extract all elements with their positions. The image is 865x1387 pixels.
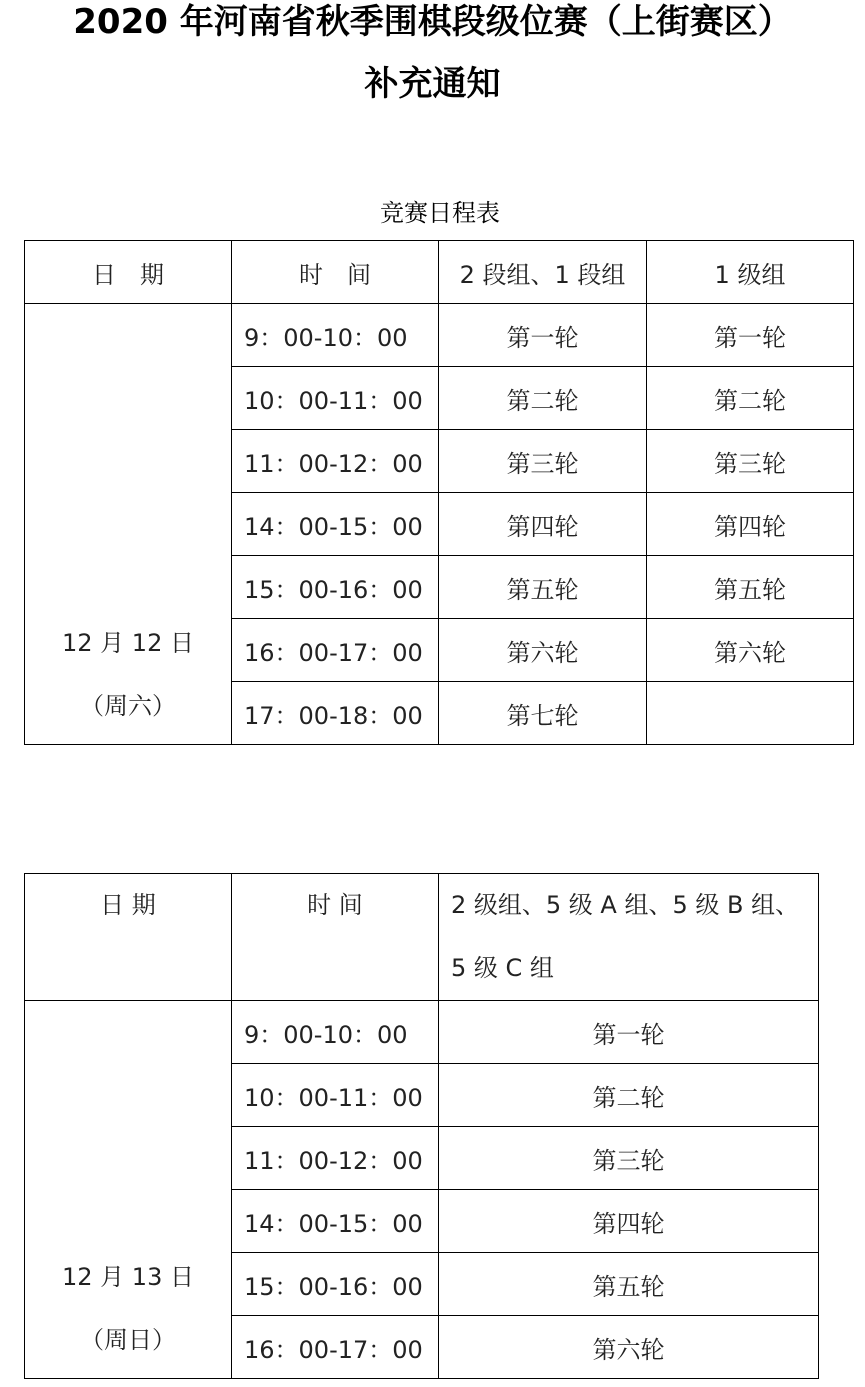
time-cell: 9：00-10：00: [232, 304, 439, 367]
table-row: [25, 304, 854, 367]
time-cell: 17：00-18：00: [232, 682, 439, 745]
time-cell: 11：00-12：00: [232, 430, 439, 493]
round-cell: 第一轮: [439, 1001, 819, 1064]
time-cell: 10：00-11：00: [232, 1064, 439, 1127]
weekday: （周六）: [80, 692, 176, 720]
round-cell: 第一轮: [439, 304, 647, 367]
time-cell: 9：00-10：00: [232, 1001, 439, 1064]
time-cell: 16：00-17：00: [232, 619, 439, 682]
weekday: （周日）: [80, 1326, 176, 1354]
round-cell: 第二轮: [439, 367, 647, 430]
round-cell: 第七轮: [439, 682, 647, 745]
round-cell: 第三轮: [439, 430, 647, 493]
round-cell: 第四轮: [439, 1190, 819, 1253]
round-cell: 第五轮: [647, 556, 854, 619]
header-date: 日 期: [25, 241, 232, 304]
header-date: 日 期: [25, 874, 232, 1001]
round-cell: 第四轮: [647, 493, 854, 556]
time-cell: 11：00-12：00: [232, 1127, 439, 1190]
schedule-table-day2: [24, 873, 819, 1379]
round-cell: 第四轮: [439, 493, 647, 556]
date-cell: [25, 1001, 232, 1379]
table-row: [25, 1001, 819, 1064]
round-cell: [647, 682, 854, 745]
header-groups: [439, 874, 819, 1001]
round-cell: 第二轮: [439, 1064, 819, 1127]
date: 12 月 13 日: [62, 1263, 194, 1291]
document-title: 2020 年河南省秋季围棋段级位赛（上街赛区）: [73, 2, 792, 42]
time-cell: 14：00-15：00: [232, 1190, 439, 1253]
header-group-b: 1 级组: [647, 241, 854, 304]
table-header-row: [25, 241, 854, 304]
round-cell: 第一轮: [647, 304, 854, 367]
round-cell: 第六轮: [647, 619, 854, 682]
round-cell: 第五轮: [439, 1253, 819, 1316]
round-cell: 第三轮: [439, 1127, 819, 1190]
round-cell: 第六轮: [439, 619, 647, 682]
document-subtitle: 补充通知: [364, 64, 501, 104]
round-cell: 第二轮: [647, 367, 854, 430]
table-header-row: [25, 874, 819, 1001]
round-cell: 第五轮: [439, 556, 647, 619]
time-cell: 10：00-11：00: [232, 367, 439, 430]
time-cell: 15：00-16：00: [232, 1253, 439, 1316]
header-time: 时 间: [232, 874, 439, 1001]
schedule-caption: 竞赛日程表: [380, 199, 500, 227]
time-cell: 15：00-16：00: [232, 556, 439, 619]
schedule-table-day1: [24, 240, 854, 745]
header-groups-line1: 2 级组、5 级 A 组、5 级 B 组、: [451, 891, 800, 919]
date-cell: [25, 304, 232, 745]
header-groups-line2: 5 级 C 组: [451, 954, 554, 982]
time-cell: 14：00-15：00: [232, 493, 439, 556]
round-cell: 第六轮: [439, 1316, 819, 1379]
round-cell: 第三轮: [647, 430, 854, 493]
date: 12 月 12 日: [62, 629, 194, 657]
time-cell: 16：00-17：00: [232, 1316, 439, 1379]
header-group-a: 2 段组、1 段组: [439, 241, 647, 304]
header-time: 时 间: [232, 241, 439, 304]
